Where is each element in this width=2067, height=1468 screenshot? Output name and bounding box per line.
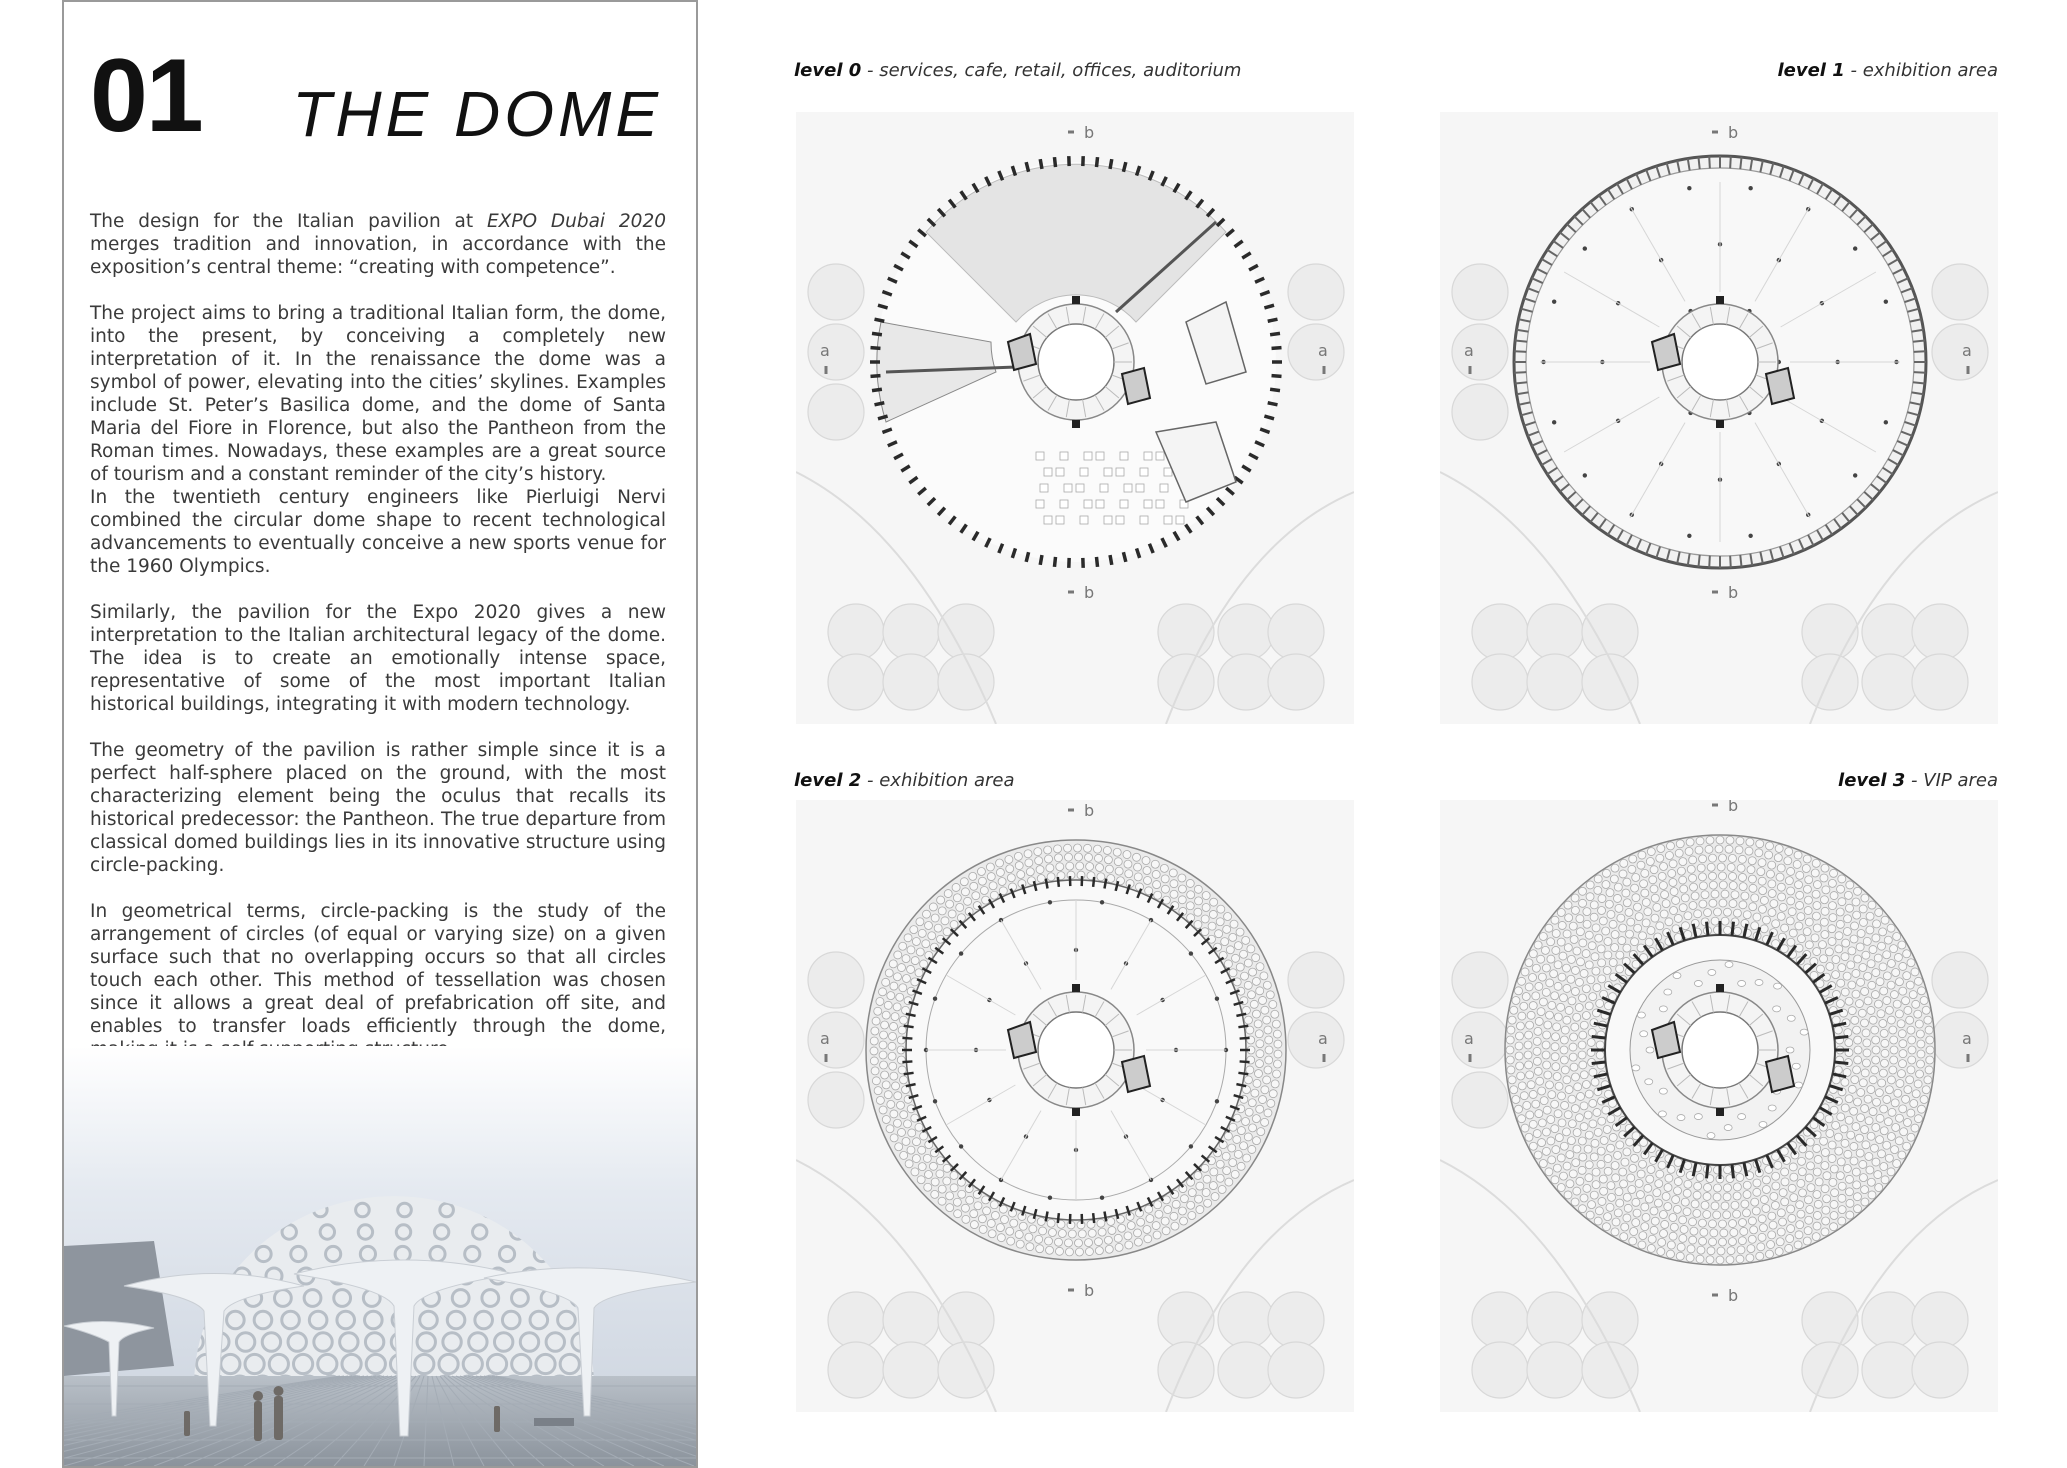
section-mark-a-right: a [1318, 1029, 1328, 1048]
sheet-number: 01 [90, 44, 202, 148]
section-mark-a-right: a [1318, 341, 1328, 360]
paragraph-nervi: In the twentieth century engineers like Pierluigi Nervi combined the circular dome shape to recent technological advancements to eventually conceive a new sports venue for the 1960 Olympics. [90, 486, 666, 578]
paragraph-circle-packing: In geometrical terms, circle-packing is the study of the arrangement of circles (of equal or varying size) on a given surface such that no overlapping occurs so that all circles touch each other. This method of tessellation was chosen since it allows a great deal of prefabrication off site, and enables to transfer loads efficiently through the dome, [90, 900, 666, 1061]
text-panel [62, 0, 698, 1468]
section-mark-b-top: b [1084, 123, 1094, 142]
plan-drawing-3 [1440, 800, 1998, 1412]
section-mark-b-top: b [1728, 123, 1738, 142]
floor-plan-level-1 [1440, 112, 1998, 724]
section-mark-a-left: a [1464, 341, 1474, 360]
plan-drawing-0 [796, 112, 1354, 724]
plan-label-level-0: level 0 - services, cafe, retail, offices, auditorium [794, 60, 1241, 81]
section-mark-b-bottom: b [1728, 583, 1738, 602]
floor-plan-level-2 [796, 800, 1354, 1412]
section-mark-a-left: a [820, 341, 830, 360]
section-mark-b-bottom: b [1084, 583, 1094, 602]
paragraph-interpretation: Similarly, the pavilion for the Expo 2020 gives a new interpretation to the Italian architectural legacy of the dome. The idea is to create an emotionally intense space, representative of some of the most important Italian historical buildings, integrating it with modern technology. [90, 601, 666, 716]
paragraph-intro: The design for the Italian pavilion at EXPO Dubai 2020 merges tradition and innovation, in accordance with the exposition’s central theme: “creating with competence”. [90, 210, 666, 279]
plan-label-level-1: level 1 - exhibition area [1777, 60, 1998, 81]
section-mark-a-left: a [820, 1029, 830, 1048]
dome-render-image [64, 1046, 696, 1466]
plan-label-level-2: level 2 - exhibition area [794, 770, 1015, 791]
floor-plan-level-3 [1440, 800, 1998, 1412]
section-mark-b-bottom: b [1084, 1281, 1094, 1300]
section-mark-a-left: a [1464, 1029, 1474, 1048]
paragraph-dome-history: The project aims to bring a traditional Italian form, the dome, into the present, by conceiving a completely new interpretation of it. In the renaissance the dome was a symbol of power, elevating into the cities’ skylines. Examples include St. Peter’s Basilica dome, and the dome of Santa Maria del Fiore in Florence, but also the Pantheon from the Roman times. Nowadays, these examples are a great source of tourism and a constant reminder of the city’s history. [90, 302, 666, 486]
expo-name: EXPO Dubai 2020 [487, 211, 666, 232]
section-mark-b-bottom: b [1728, 1286, 1738, 1305]
floor-plan-level-0 [796, 112, 1354, 724]
plan-label-level-3: level 3 - VIP area [1838, 770, 1998, 791]
plan-drawing-1 [1440, 112, 1998, 724]
section-mark-b-top: b [1084, 801, 1094, 820]
paragraph-geometry: The geometry of the pavilion is rather simple since it is a perfect half-sphere placed on the ground, with the most characterizing element being the oculus that recalls its historical predecessor: the Pantheon. The true departure from classical domed buildings lies in its innovative structure using circle-packing. [90, 739, 666, 877]
section-mark-a-right: a [1962, 341, 1972, 360]
section-mark-a-right: a [1962, 1029, 1972, 1048]
sheet-title: THE DOME [292, 82, 662, 146]
section-mark-b-top: b [1728, 800, 1738, 815]
plan-drawing-2 [796, 800, 1354, 1412]
